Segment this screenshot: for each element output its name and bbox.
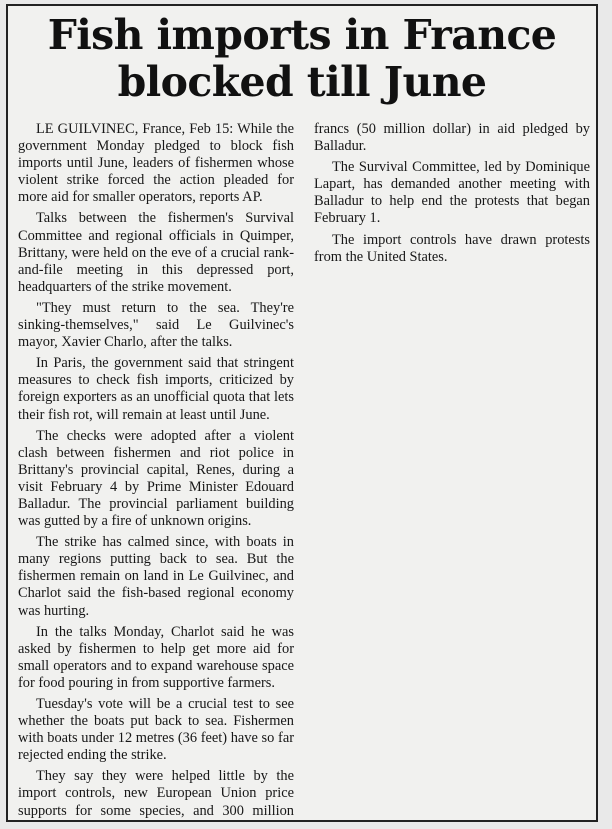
article-paragraph: The import controls have drawn protests from the United States. xyxy=(314,231,590,265)
article-paragraph: They say they were helped little by the import controls, new European Union price supports for some species, and 300 million francs (50 million dollar) in aid pledged by Balladur. xyxy=(18,121,590,819)
article-paragraph: In the talks Monday, Charlot said he was asked by fishermen to help get more aid for small operators and to expand warehouse space for food pouring in from supportive farmers. xyxy=(18,623,294,691)
article-paragraph: The checks were adopted after a violent clash between fishermen and riot police in Brittany's provincial capital, Renes, during a visit February 4 by Prime Minister Edouard Balladur. The provincial parliament building was gutted by a fire of unknown origins. xyxy=(18,427,294,530)
paragraph-text: While the government Monday pledged to block fish imports until June, leaders of fishermen whose violent strike forced the action pleaded for more aid for smaller operators, reports AP. xyxy=(18,121,294,206)
article-paragraph: "They must return to the sea. They're sinking-themselves," said Le Guilvinec's mayor, Xavier Charlo, after the talks. xyxy=(18,299,294,351)
article-paragraph: The strike has calmed since, with boats in many regions putting back to sea. But the fishermen remain on land in Le Guilvinec, and Charlot said the fish-based regional economy was hurting. xyxy=(18,534,294,619)
newspaper-clipping xyxy=(6,4,598,822)
article-paragraph: The Survival Committee, led by Dominique Lapart, has demanded another meeting with Balladur to help end the protests that began February 1. xyxy=(314,159,590,227)
article-paragraph: Talks between the fishermen's Survival Committee and regional officials in Quimper, Brittany, were held on the eve of a crucial rank-and-file meeting in this depressed port, headquarters of the strike movement. xyxy=(18,210,294,295)
headline-line-2: blocked till June xyxy=(117,58,487,106)
headline-line-1: Fish imports in France xyxy=(47,11,557,59)
dateline: LE GUILVINEC, France, Feb 15: xyxy=(36,121,234,137)
article-paragraph: In Paris, the government said that stringent measures to check fish imports, criticized by foreign exporters as an unofficial quota that lets their fish rot, will remain at least until June. xyxy=(18,355,294,423)
article-body xyxy=(18,121,590,821)
headline xyxy=(8,12,596,106)
article-paragraph: Tuesday's vote will be a crucial test to see whether the boats put back to sea. Fishermen with boats under 12 metres (36 feet) have so far rejected ending the strike. xyxy=(18,696,294,764)
article-paragraph xyxy=(18,121,294,206)
